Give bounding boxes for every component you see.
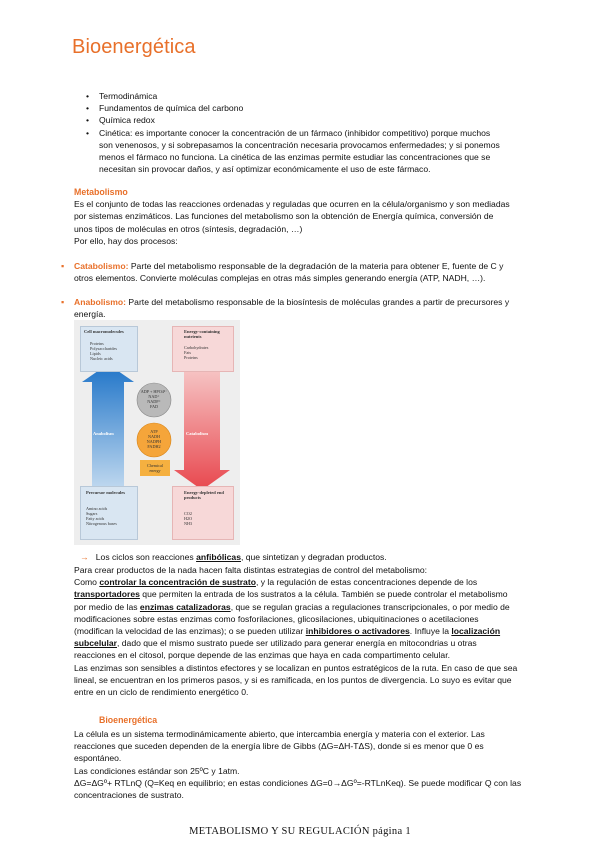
fig-item: Fats: [184, 350, 191, 355]
text: , y la regulación de estas concentraciones depende de los: [255, 577, 478, 588]
paragraph-line: reacciones que suceden dependen de la energía libre de Gibbs (ΔG=ΔH-TΔS), donde si es menor que 0 es: [74, 741, 484, 752]
paragraph-line: [74, 588, 594, 600]
cycles-line: [80, 551, 387, 563]
paragraph-line: [74, 576, 594, 588]
paragraph-line: La célula es un sistema termodinámicamente abierto, que intercambia energía y materia con el exterior. Las: [74, 729, 485, 739]
cycles-bold: anfibólicas: [196, 552, 241, 562]
text: , dado que el mismo sustrato puede ser utilizado para generar energía en mitocondrias u otras: [117, 638, 477, 649]
cell-items: [90, 341, 117, 361]
list-item-continuation: son venenosos, y si sobrepasamos la concentración necesaria provocamos enfermedades; y si ponemos: [99, 139, 500, 150]
catabolism-arrow: [174, 370, 230, 490]
nut-items: [184, 345, 208, 360]
fig-item: Fatty acids: [86, 516, 105, 521]
text: por medio de las: [74, 601, 140, 612]
paragraph-line: ΔG=ΔGº+ RTLnQ (Q=Keq en equilibrio; en estas condiciones ΔG=0→ΔGº=-RTLnKeq). Se puede modificar Q con las: [74, 777, 522, 788]
process-list: [74, 260, 503, 284]
control-section: [74, 564, 594, 698]
paragraph-line: Las enzimas son sensibles a distintos efectores y se localizan en puntos estratégicos de la ruta. En caso de que sea: [74, 662, 518, 673]
anabolismo-label: Anabolismo:: [74, 297, 127, 307]
paragraph-line: unos tipos de moléculas en otros (síntesis, degradación, …): [74, 223, 303, 234]
fig-item: Nitrogenous bases: [86, 521, 117, 526]
anabolism-label: Anabolism: [93, 431, 114, 436]
paragraph-line: espontáneo.: [74, 753, 122, 764]
paragraph-line: entre en un ciclo de rendimiento energético 0.: [74, 687, 249, 698]
list-item: • Fundamentos de química del carbono: [99, 102, 500, 114]
key-term: localización: [451, 626, 501, 637]
text: Como: [74, 577, 100, 588]
list-item: • Química redox: [99, 114, 500, 126]
catabolism-label: Catabolism: [186, 431, 209, 436]
chem-label: Chemical energy: [146, 463, 164, 473]
orange-circle-text: [140, 429, 168, 449]
text: (modifican la velocidad de las enzimas); o se pueden utilizar: [74, 626, 306, 637]
paragraph-line: concentraciones de sustrato.: [74, 790, 184, 801]
key-term: enzimas catalizadoras: [139, 601, 231, 612]
arrow-icon: →: [80, 552, 89, 562]
fig-item: NH3: [184, 521, 193, 526]
text: que permiten la entrada de los sustratos a la célula. También se puede controlar el metabolismo: [139, 589, 508, 600]
paragraph-line: reacciones en el citosol, porque depende de las enzimas que haya en cada compartimento celular.: [74, 650, 450, 661]
fig-item: FAD: [149, 404, 159, 409]
fig-item: FADH2: [147, 444, 161, 449]
fig-item: Lipids: [90, 351, 101, 356]
nut-title: Energy-containing nutrients: [184, 329, 220, 339]
fig-item: H2O: [184, 516, 193, 521]
fig-item: ATP: [150, 429, 158, 434]
metabolismo-section: [74, 186, 510, 247]
fig-item: NADH: [147, 434, 161, 439]
fig-item: NADPH: [146, 439, 162, 444]
page-footer: METABOLISMO Y SU REGULACIÓN página 1: [189, 826, 411, 837]
topic-list: [99, 90, 500, 175]
catabolismo-item-continuation: otros elementos. Convierte moléculas complejas en otras más simples generando energía (ATP, NADH, …).: [74, 273, 486, 284]
anabolismo-item-continuation: energía.: [74, 309, 106, 320]
fig-item: Polysaccharides: [90, 346, 117, 351]
section-heading-metabolismo: Metabolismo: [74, 187, 128, 197]
list-item: • Termodinámica: [99, 90, 500, 102]
anabolismo-text: Parte del metabolismo responsable de la biosíntesis de moléculas grandes a partir de precursores y: [126, 297, 510, 307]
prec-title: Precursor molecules: [86, 490, 125, 495]
key-term: subcelular: [74, 638, 117, 649]
paragraph-line: lineal, se encuentran en los primeros pasos, y si es ramificada, en los puntos de divergencia. Lo suyo es evitar que: [74, 674, 512, 685]
key-term: controlar la concentración de sustrato: [99, 577, 256, 588]
fig-item: NADP⁺: [147, 399, 161, 404]
anabolismo-item: [74, 296, 509, 308]
key-term: inhibidores o activadores: [305, 626, 410, 637]
grey-circle-text: [140, 389, 168, 409]
dep-items: [184, 511, 192, 526]
cycles-text-end: , que sintetizan y degradan productos.: [240, 552, 387, 562]
text: . Influye la: [409, 626, 452, 637]
fig-item: Amino acids: [86, 506, 108, 511]
list-item-continuation: menos el fármaco no funciona. La cinética de las enzimas permite estudiar las concentraciones que se: [99, 152, 491, 163]
list-item-continuation: necesitan sin provocar daños, y así optimizar económicamente el uso de este fármaco.: [99, 164, 431, 175]
fig-item: Nucleic acids: [90, 356, 113, 361]
paragraph-line: [74, 637, 594, 649]
list-item: • Cinética: es importante conocer la concentración de un fármaco (inhibidor competitivo) porque muchos: [99, 127, 500, 139]
fig-item: Proteins: [90, 341, 104, 346]
prec-items: [86, 506, 117, 526]
paragraph-line: Las condiciones estándar son 25ºC y 1atm.: [74, 765, 240, 776]
key-term: transportadores: [74, 589, 140, 600]
fig-item: NAD⁺: [148, 394, 160, 399]
catabolismo-item: [74, 260, 503, 272]
fig-item: Proteins: [184, 355, 198, 360]
paragraph-line: [74, 601, 594, 613]
paragraph-line: modificaciones sobre estas enzimas como fosforilaciones, glicosilaciones, ubiquitinaciones o acetilaciones: [74, 613, 479, 624]
paragraph-line: Por ello, hay dos procesos:: [74, 235, 178, 246]
catabolismo-label: Catabolismo:: [74, 261, 129, 271]
cell-title: Cell macromolecules: [84, 329, 124, 334]
paragraph-line: Es el conjunto de todas las reacciones ordenadas y reguladas que ocurren en la célula/organismo y son mediadas: [74, 199, 510, 210]
dep-title: Energy-depleted end products: [184, 490, 224, 500]
catabolismo-text: Parte del metabolismo responsable de la degradación de la materia para obtener E, fuente de C y: [128, 261, 504, 271]
fig-item: Sugars: [86, 511, 98, 516]
process-list-2: [74, 296, 509, 320]
text: , que se regulan gracias a regulaciones transcripcionales, o por medio de: [230, 601, 510, 612]
paragraph-line: Para crear productos de la nada hacen falta distintas estrategias de control del metabolismo:: [74, 565, 428, 575]
metabolism-figure: [74, 320, 240, 545]
cycles-text: Los ciclos son reacciones: [95, 552, 197, 562]
anabolism-arrow: [82, 364, 134, 486]
section-heading-bioenergetica: Bioenergética: [99, 715, 158, 725]
fig-item: Carbohydrates: [184, 345, 209, 350]
fig-item: CO2: [184, 511, 192, 516]
fig-item: ADP + HPO4²⁻: [140, 389, 168, 394]
page-title: Bioenergética: [72, 36, 196, 58]
paragraph-line: [74, 625, 594, 637]
paragraph-line: por sistemas enzimáticos. Las funciones del metabolismo son la obtención de Energía química, conversión de: [74, 211, 494, 222]
bioenergetica-section: [74, 728, 594, 801]
